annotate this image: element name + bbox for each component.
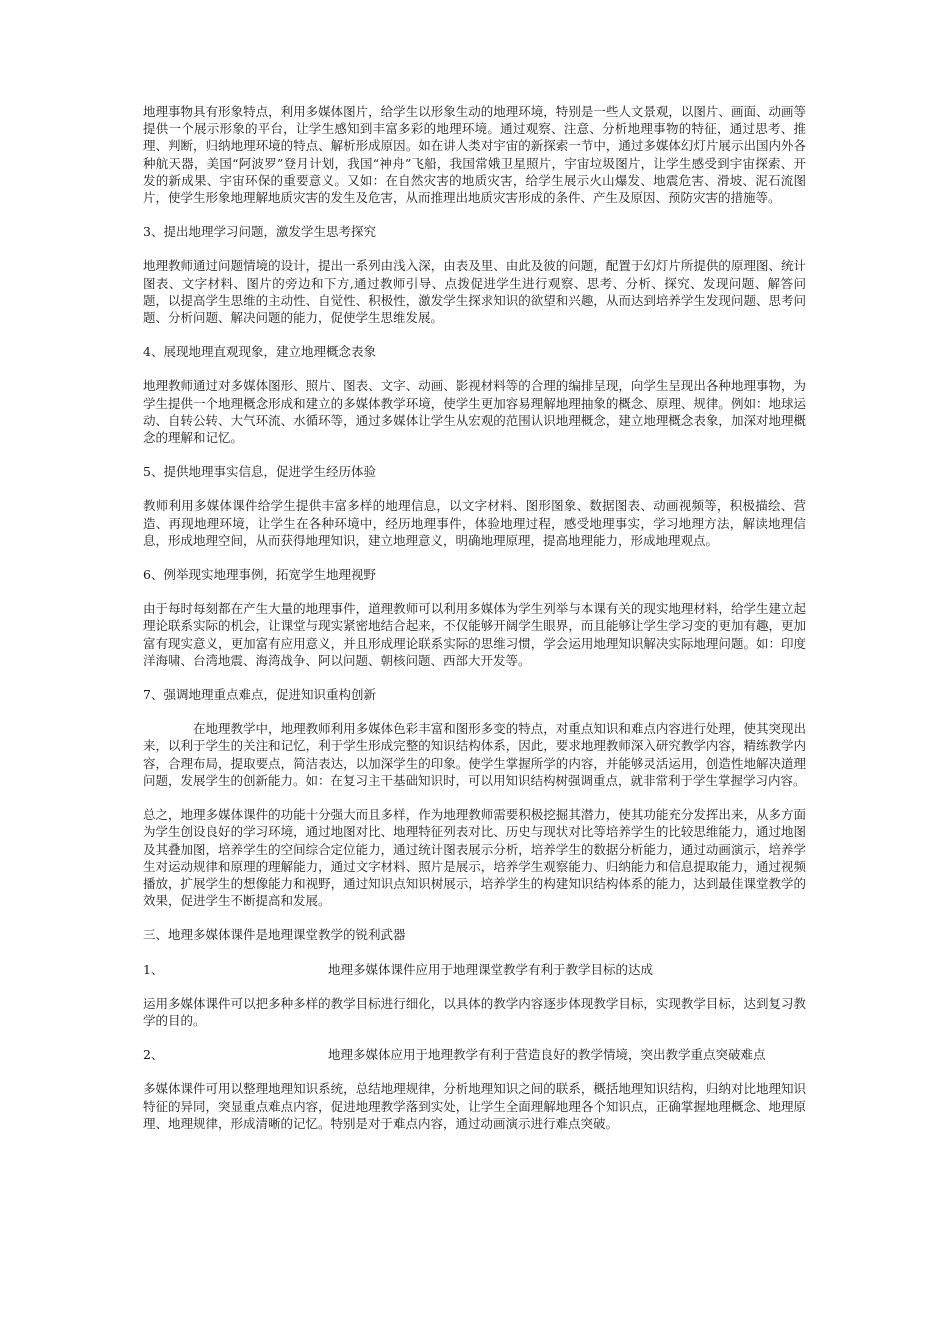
paragraph-questions: 地理教师通过问题情境的设计，提出一系列由浅入深，由表及里、由此及彼的问题，配置于幻灯片所提供的原理图、统计图表、文字材料、图片的旁边和下方,通过教师引导、点拨促进学生进行观察、思考、分析、探究、发现问题、解答问题，以提高学生思维的主动性、自觉性、积极性，激发学生探求知识的欲望和兴趣，从而达到培养学生发现问题、思考问题、分析问题、解决问题的能力，促使学生思维发展。 bbox=[143, 258, 806, 326]
heading-item-4: 4、展现地理直观现象，建立地理概念表象 bbox=[143, 344, 376, 360]
paragraph-image-environment: 地理事物具有形象特点，利用多媒体图片，给学生以形象生动的地理环境，特别是一些人文景观，以图片、画面、动画等提供一个展示形象的平台，让学生感知到丰富多彩的地理环境。通过观察、注意、分析地理事物的特征，通过思考、推理、判断，归纳地理环境的特点、解析形成原因。如在讲人类对宇宙的新探索一节中，通过多媒体幻灯片展示出国内外各种航天器，美国“阿波罗”登月计划，我国“神舟”飞船，我国常娥卫星照片，宇宙垃圾图片，让学生感受到宇宙探索、开发的新成果、宇宙环保的重要意义。又如：在自然灾害的地质灾害，给学生展示火山爆发、地震危害、滑坡、泥石流图片，使学生形象地理解地质灾害的发生及危害，从而推理出地质灾害形成的条件、产生及原因、预防灾害的措施等。 bbox=[143, 104, 806, 206]
paragraph-key-points: 在地理教学中，地理教师利用多媒体色彩丰富和图形多变的特点，对重点知识和难点内容进行处理，使其突现出来，以利于学生的关注和记忆，利于学生形成完整的知识结构体系，因此，要求地理教师深入研究教学内容，精练教学内容，合理布局，提取要点，简洁表达，以加深学生的印象。使学生掌握所学的内容，并能够灵活运用，创造性地解决道理问题，发展学生的创新能力。如：在复习主干基础知识时，可以用知识结构树强调重点，就非常利于学生掌握学习内容。 bbox=[143, 721, 806, 788]
paragraph-examples: 由于每时每刻都在产生大量的地理事件，道理教师可以利用多媒体为学生列举与本课有关的现实地理材料，给学生建立起理论联系实际的机会，让课堂与现实紧密地结合起来，不仅能够开阔学生眼界，而且能够让学生学习变的更加有趣，更加富有现实意义，更加富有应用意义，并且形成理论联系实际的思维习惯，学会运用地理知识解决实际地理问题。如：印度洋海啸、台湾地震、海湾战争、阿以问题、朝核问题、西部大开发等。 bbox=[143, 601, 806, 668]
heading-item-7: 7、强调地理重点难点，促进知识重构创新 bbox=[143, 687, 376, 703]
heading-item-5: 5、提供地理事实信息，促进学生经历体验 bbox=[143, 464, 376, 480]
paragraph-knowledge-system: 多媒体课件可用以整理地理知识系统，总结地理规律，分析地理知识之间的联系，概括地理知识结构，归纳对比地理知识特征的异同，突显重点难点内容，促进地理教学落到实处，让学生全面理解地理各个知识点，正确掌握地理概念、地理原理、地理规律，形成清晰的记忆。特别是对于难点内容，通过动画演示进行难点突破。 bbox=[143, 1081, 806, 1131]
heading-section-3: 三、地理多媒体课件是地理课堂教学的锐利武器 bbox=[143, 927, 406, 943]
document-page bbox=[143, 103, 806, 1149]
subheading-2 bbox=[143, 1046, 806, 1063]
subheading-1-title: 地理多媒体课件应用于地理课堂教学有利于教学目标的达成 bbox=[328, 961, 654, 977]
paragraph-summary: 总之，地理多媒体课件的功能十分强大而且多样，作为地理教师需要积极挖掘其潜力，使其功能充分发挥出来，从多方面为学生创设良好的学习环境，通过地图对比、地理特征列表对比、历史与现状对比等培养学生的比较思维能力，通过地图及其叠加图，培养学生的空间综合定位能力，通过统计图表展示分析，培养学生的数据分析能力，通过动画演示，培养学生对运动规律和原理的理解能力，通过文字材料、照片是展示，培养学生观察能力、归纳能力和信息提取能力，通过视频播放，扩展学生的想像能力和视野，通过知识点知识树展示，培养学生的构建知识结构体系的能力，达到最佳课堂教学的效果，促进学生不断提高和发展。 bbox=[143, 807, 806, 909]
heading-item-3: 3、提出地理学习问题，激发学生思考探究 bbox=[143, 224, 376, 240]
subheading-2-number: 2、 bbox=[143, 1047, 164, 1063]
subheading-2-title: 地理多媒体应用于地理教学有利于营造良好的教学情境，突出教学重点突破难点 bbox=[328, 1047, 766, 1063]
heading-item-6: 6、例举现实地理事例，拓宽学生地理视野 bbox=[143, 567, 376, 583]
subheading-1 bbox=[143, 961, 806, 978]
paragraph-facts: 教师利用多媒体课件给学生提供丰富多样的地理信息，以文字材料、图形图象、数据图表、动画视频等，积极描绘、营造、再现地理环境，让学生在各种环境中，经历地理事件，体验地理过程，感受地理事实，学习地理方法，解读地理信息，形成地理空间，从而获得地理知识，建立地理意义，明确地理原理，提高地理能力，形成地理观点。 bbox=[143, 498, 806, 548]
subheading-1-number: 1、 bbox=[143, 961, 164, 977]
paragraph-goals: 运用多媒体课件可以把多种多样的教学目标进行细化，以具体的教学内容逐步体现教学目标，实现教学目标，达到复习教学的目的。 bbox=[143, 995, 806, 1028]
paragraph-concepts: 地理教师通过对多媒体图形、照片、图表、文字、动画、影视材料等的合理的编排呈现，向学生呈现出各种地理事物，为学生提供一个地理概念形成和建立的多媒体教学环境，使学生更加容易理解地理抽象的概念、原理、规律。例如：地球运动、自转公转、大气环流、水循环等，通过多媒体让学生从宏观的范围认识地理概念，建立地理概念表象，加深对地理概念的理解和记忆。 bbox=[143, 378, 806, 446]
